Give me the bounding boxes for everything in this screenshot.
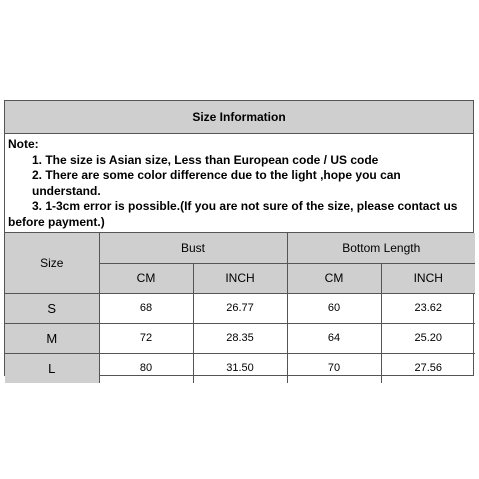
unit-header: CM: [99, 263, 193, 293]
note-line-1: 1. The size is Asian size, Less than European code / US code: [32, 152, 379, 167]
size-header: Size: [5, 233, 99, 293]
size-label: M: [5, 323, 99, 353]
note-line-3-cont: before payment.): [8, 214, 105, 229]
size-information-sheet: [4, 100, 474, 376]
table-cell: 68: [99, 293, 193, 323]
table-cell: 72: [99, 323, 193, 353]
table-cell: 26.77: [193, 293, 287, 323]
size-label: S: [5, 293, 99, 323]
note-heading: Note:: [8, 137, 39, 151]
unit-header: INCH: [193, 263, 287, 293]
table-cell: 28.35: [193, 323, 287, 353]
table-cell: 64: [287, 323, 381, 353]
table-cell: 31.50: [193, 353, 287, 383]
table-cell: 80: [99, 353, 193, 383]
table-row: [5, 293, 475, 323]
note-block: [5, 134, 473, 233]
table-row: [5, 323, 475, 353]
table-cell: 23.62: [381, 293, 475, 323]
table-cell: 60: [287, 293, 381, 323]
note-line-3: 3. 1-3cm error is possible.(If you are not sure of the size, please contact us: [32, 199, 458, 213]
bust-header: Bust: [99, 233, 287, 263]
bottom-length-header: Bottom Length: [287, 233, 475, 263]
table-row: [5, 353, 475, 383]
table-cell: 25.20: [381, 323, 475, 353]
unit-header: INCH: [381, 263, 475, 293]
size-label: L: [5, 353, 99, 383]
size-table: [5, 233, 475, 383]
table-cell: 27.56: [381, 353, 475, 383]
note-line-2: 2. There are some color difference due to the light ,hope you can understand.: [32, 168, 401, 198]
unit-header: CM: [287, 263, 381, 293]
table-cell: 70: [287, 353, 381, 383]
sheet-title: Size Information: [5, 101, 473, 134]
